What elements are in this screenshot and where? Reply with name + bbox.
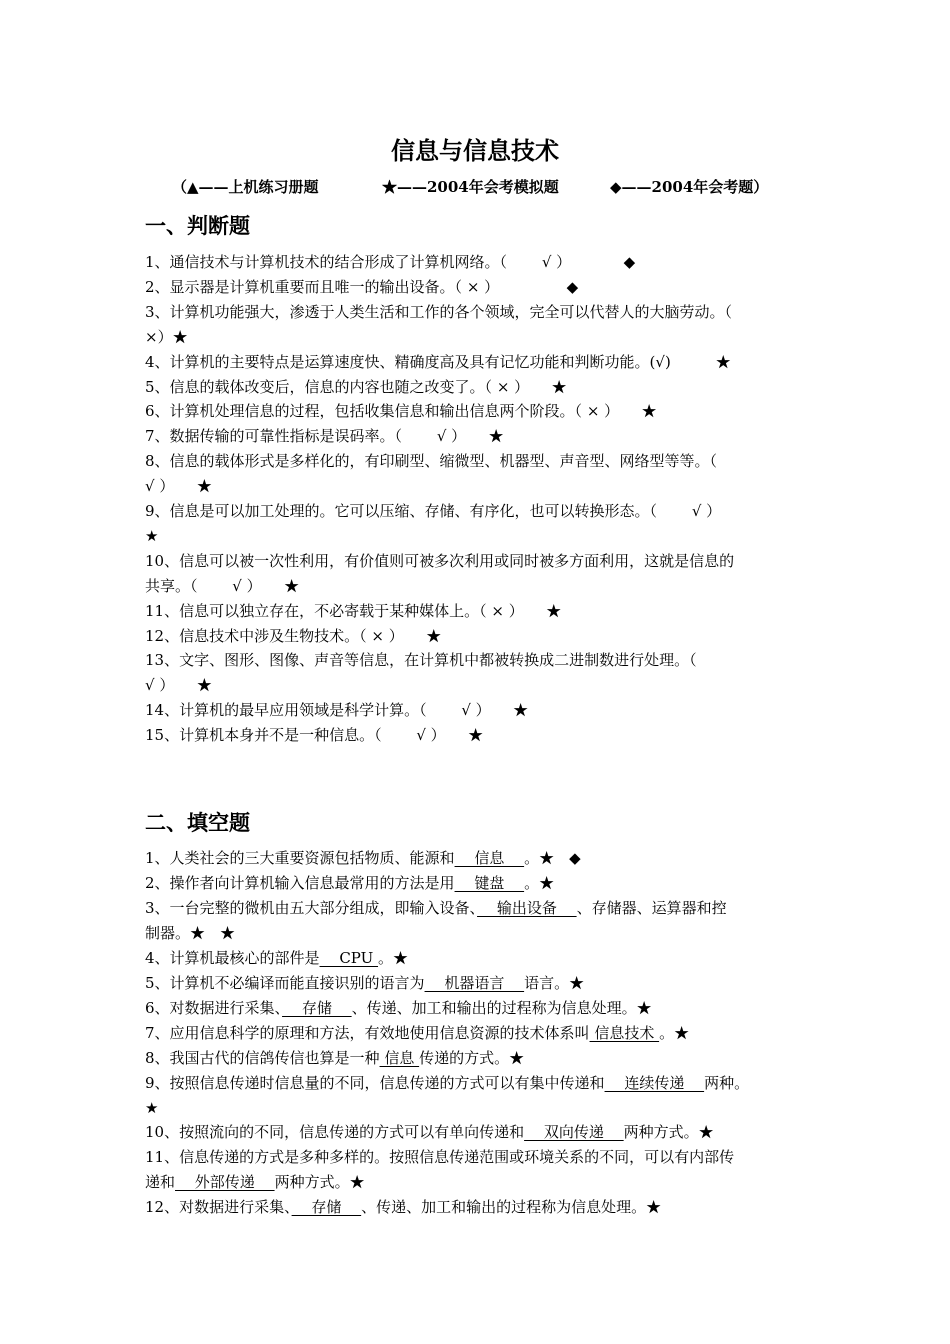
fill-blank-line [145,948,825,968]
fill-blank-line [145,1073,825,1093]
fill-blank-line [145,1172,825,1192]
question-suffix: 、传递、加工和输出的过程称为信息处理。★ [361,1198,662,1217]
judgement-line: 1、通信技术与计算机技术的结合形成了计算机网络。（ √ ） ◆ [145,253,636,271]
judgement-line: 共享。（ √ ） ★ [145,576,300,595]
question-text: 8、我国古代的信鸽传信也算是一种 [145,1048,380,1067]
legend-triangle: （▲——上机练习册题 [172,178,319,196]
question-text: 11、信息传递的方式是多种多样的。按照信息传递范围或环境关系的不同，可以有内部传 [145,1148,735,1167]
fill-blank-line [145,998,825,1018]
question-text: 12、对数据进行采集、 [145,1198,292,1217]
question-suffix: 传递的方式。★ [419,1048,525,1067]
question-suffix: 、传递、加工和输出的过程称为信息处理。★ [351,998,652,1017]
question-suffix: 、存储器、运算器和控 [576,898,727,917]
question-text: 10、按照流向的不同，信息传递的方式可以有单向传递和 [145,1123,525,1142]
legend-star: ★——2004年会考模拟题 [382,178,559,196]
answer-blank: 输出设备 [477,898,577,917]
fill-blank-line [145,1023,825,1043]
question-suffix: 。★ [378,948,409,967]
section-heading-judgement: 一、判断题 [145,213,250,238]
judgement-line: 15、计算机本身并不是一种信息。（ √ ） ★ [145,726,484,745]
question-text: 4、计算机最核心的部件是 [145,948,320,967]
fill-blank-line [145,1098,825,1118]
fill-blank-line [145,1048,825,1068]
judgement-line: 9、信息是可以加工处理的。它可以压缩、存储、有序化，也可以转换形态。（ √ ） [145,502,722,520]
question-text: 5、计算机不必编译而能直接识别的语言为 [145,973,425,992]
judgement-line: 2、显示器是计算机重要而且唯一的输出设备。（ × ） ◆ [145,277,579,296]
judgement-line: 12、信息技术中涉及生物技术。（ × ） ★ [145,626,442,645]
judgement-line: 11、信息可以独立存在，不必寄载于某种媒体上。（ × ） ★ [145,601,562,620]
question-suffix: 。★ [659,1023,690,1042]
fill-blank-line [145,1197,825,1217]
answer-blank: 存储 [291,1198,362,1217]
question-text: 7、应用信息科学的原理和方法，有效地使用信息资源的技术体系叫 [145,1023,590,1042]
judgement-line: 14、计算机的最早应用领域是科学计算。（ √ ） ★ [145,701,529,720]
question-text: 3、一台完整的微机由五大部分组成，即输入设备、 [145,898,478,917]
judgement-line: 8、信息的载体形式是多样化的，有印刷型、缩微型、机器型、声音型、网络型等等。（ [145,452,718,471]
judgement-line: 6、计算机处理信息的过程，包括收集信息和输出信息两个阶段。（ × ） ★ [145,402,657,421]
answer-blank: 机器语言 [424,973,525,992]
judgement-line: 10、信息可以被一次性利用，有价值则可被多次利用或同时被多方面利用，这就是信息的 [145,551,735,570]
judgement-line: 13、文字、图形、图像、声音等信息，在计算机中都被转换成二进制数进行处理。（ [145,651,697,670]
answer-blank: 连续传递 [604,1073,705,1092]
question-text: 2、操作者向计算机输入信息最常用的方法是用 [145,873,455,892]
answer-blank: 信息 [454,849,525,867]
judgement-line: 3、计算机功能强大，渗透于人类生活和工作的各个领域，完全可以代替人的大脑劳动。（ [145,302,733,321]
question-text: 6、对数据进行采集、 [145,998,283,1017]
judgement-line: √ ） ★ [145,676,212,695]
answer-blank: CPU [319,948,379,967]
question-text: ★ [145,1098,159,1117]
answer-blank: 双向传递 [524,1123,624,1142]
question-text: 制器。★ ★ [145,923,236,942]
answer-blank: 外部传递 [175,1173,275,1192]
fill-blank-line [145,1147,825,1167]
judgement-line: ★ [145,526,159,545]
legend-diamond: ◆——2004年会考题） [610,178,769,196]
judgement-line: 5、信息的载体改变后，信息的内容也随之改变了。（ × ） ★ [145,377,567,396]
question-text: 递和 [145,1173,176,1192]
question-suffix: 。★ ◆ [524,849,581,867]
fill-blank-line [145,848,825,868]
fill-blank-line [145,898,825,918]
question-text: 1、人类社会的三大重要资源包括物质、能源和 [145,849,455,867]
question-text: 9、按照信息传递时信息量的不同，信息传递的方式可以有集中传递和 [145,1073,605,1092]
question-suffix: 两种方式。★ [274,1173,365,1192]
answer-blank: 键盘 [454,873,525,892]
judgement-line: 4、计算机的主要特点是运算速度快、精确度高及具有记忆功能和判断功能。(√) ★ [145,352,731,371]
answer-blank: 存储 [282,998,352,1017]
document-title: 信息与信息技术 [391,136,559,165]
fill-blank-line [145,873,825,893]
section-heading-fill-blank: 二、填空题 [145,810,250,835]
question-suffix: 两种。 [704,1073,750,1092]
judgement-line: √ ） ★ [145,477,212,496]
fill-blank-line [145,1122,825,1142]
question-suffix: 。★ [524,873,555,892]
question-suffix: 语言。★ [524,973,585,992]
question-suffix: 两种方式。★ [623,1123,714,1142]
answer-blank: 信息 [379,1048,420,1067]
fill-blank-line [145,923,825,943]
judgement-line: ×）★ [145,327,188,346]
fill-blank-line [145,973,825,993]
answer-blank: 信息技术 [589,1023,660,1042]
judgement-line: 7、数据传输的可靠性指标是误码率。（ √ ） ★ [145,427,504,446]
